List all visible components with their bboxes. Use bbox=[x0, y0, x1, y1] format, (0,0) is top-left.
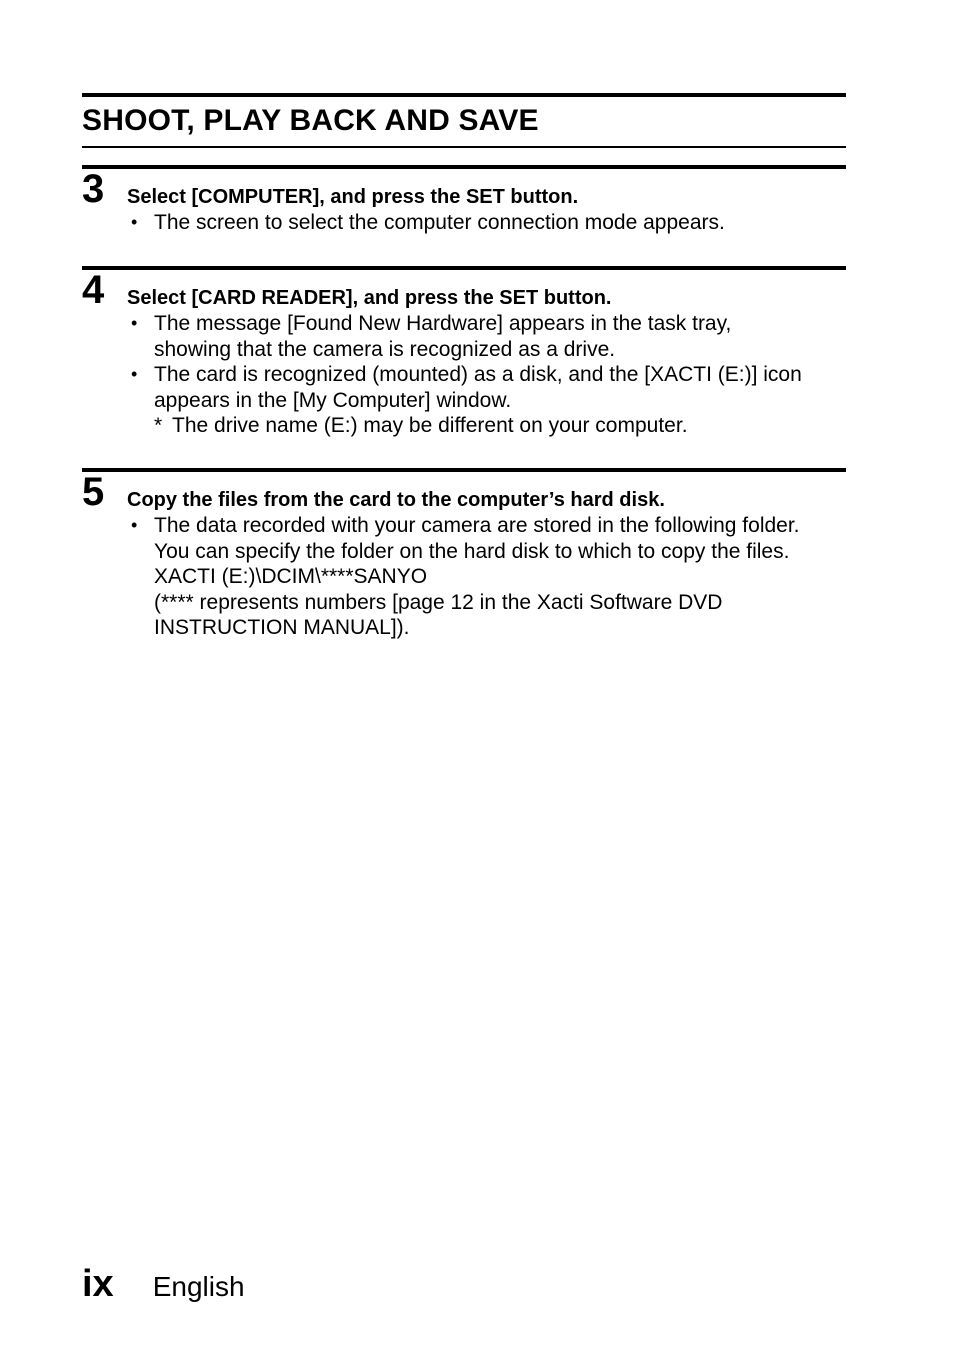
step-bullets bbox=[127, 513, 846, 641]
footnote bbox=[154, 413, 846, 439]
page-language: English bbox=[152, 1271, 245, 1302]
step-number: 3 bbox=[82, 167, 105, 211]
step-title: Copy the files from the card to the computer’s hard disk. bbox=[127, 489, 665, 511]
bullet-text-line: The data recorded with your camera are stored in the following folder. bbox=[154, 514, 800, 537]
bullet-item bbox=[127, 210, 846, 236]
step-body bbox=[127, 472, 846, 641]
step-body bbox=[127, 169, 846, 236]
bullet-item bbox=[127, 311, 846, 362]
bullet-mark: • bbox=[131, 515, 138, 535]
section-header bbox=[82, 93, 846, 148]
step-bullets bbox=[127, 311, 846, 439]
step-3 bbox=[82, 165, 846, 266]
folder-path: XACTI (E:)\DCIM\****SANYO bbox=[154, 565, 428, 588]
step-title: Select [COMPUTER], and press the SET button. bbox=[127, 186, 579, 208]
step-body bbox=[127, 270, 846, 439]
footnote-mark: * bbox=[154, 414, 163, 437]
manual-page bbox=[82, 93, 846, 652]
bullet-mark: • bbox=[131, 364, 138, 384]
step-number: 5 bbox=[82, 470, 105, 514]
bullet-mark: • bbox=[131, 313, 138, 333]
page-footer bbox=[82, 1262, 245, 1309]
page-number: ix bbox=[82, 1263, 114, 1305]
bullet-text: The screen to select the computer connection mode appears. bbox=[154, 211, 725, 234]
bullet-text-line: You can specify the folder on the hard disk to which to copy the files. bbox=[154, 539, 790, 563]
bullet-text-line: showing that the camera is recognized as a drive. bbox=[154, 337, 616, 361]
bullet-item bbox=[127, 362, 846, 439]
step-number: 4 bbox=[82, 268, 105, 312]
step-bullets bbox=[127, 210, 846, 236]
bullet-text-line: INSTRUCTION MANUAL]). bbox=[154, 616, 410, 639]
bullet-text-line: (**** represents numbers [page 12 in the Xacti Software DVD bbox=[154, 590, 723, 614]
bullet-item bbox=[127, 513, 846, 641]
step-5 bbox=[82, 468, 846, 652]
step-title: Select [CARD READER], and press the SET button. bbox=[127, 287, 612, 309]
bullet-mark: • bbox=[131, 212, 138, 232]
bullet-text-line: appears in the [My Computer] window. bbox=[154, 388, 512, 412]
bullet-text-line: The message [Found New Hardware] appears in the task tray, bbox=[154, 312, 732, 335]
step-4 bbox=[82, 266, 846, 468]
footnote-text: The drive name (E:) may be different on your computer. bbox=[172, 414, 688, 437]
bullet-text-line: The card is recognized (mounted) as a disk, and the [XACTI (E:)] icon bbox=[154, 363, 802, 386]
section-title: SHOOT, PLAY BACK AND SAVE bbox=[82, 104, 539, 137]
